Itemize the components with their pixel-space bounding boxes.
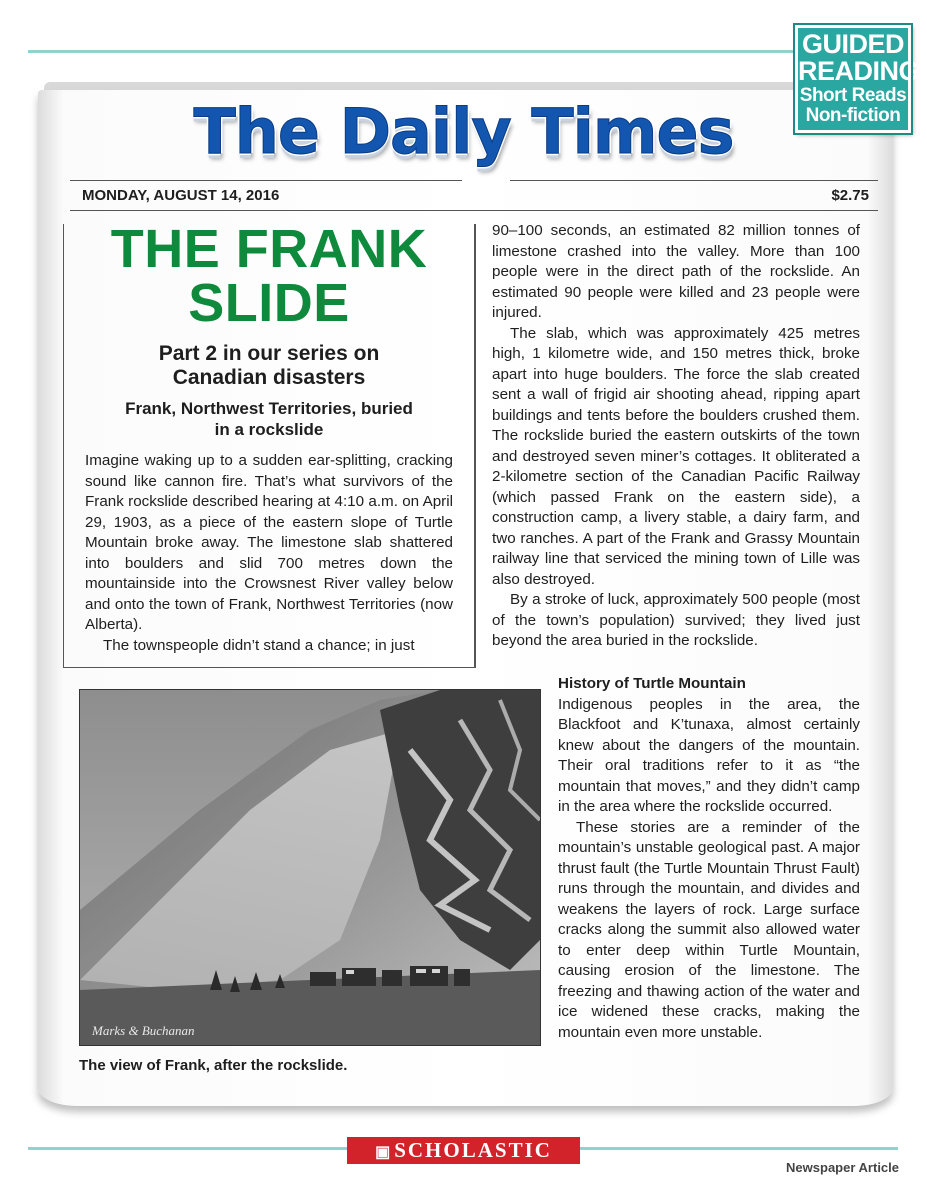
story-paragraph: 90–100 seconds, an estimated 82 million tonnes of limestone crashed into the valley. More than 100 people were in the direct path of the rockslide. An estimated 90 people were killed and 23 people were injured. [492, 222, 860, 321]
publisher-name: SCHOLASTIC [394, 1138, 552, 1162]
sidebar-paragraph: Indigenous peoples in the area, the Blackfoot and K’tunaxa, almost certainly knew about the dangers of the mountain. Their oral traditions refer to it as “the mountain that moves,” and they didn’t camp in the area where the rockslide occurred. [558, 695, 860, 815]
story-paragraph: Imagine waking up to a sudden ear-splitting, cracking sound like cannon fire. That’s what survivors of the Frank rockslide described hearing at 4:10 a.m. on April 29, 1903, as a piece of the eastern slope of Turtle Mountain broke away. The limestone slab shattered into boulders and slid 700 metres down the mountainside into the Crowsnest River valley below and onto the town of Frank, Northwest Territories (now Alberta). [85, 452, 453, 633]
article-deck [63, 342, 475, 390]
top-rule [28, 50, 818, 53]
subdeck-line-2: in a rockslide [214, 420, 324, 439]
deck-line-1: Part 2 in our series on [158, 342, 380, 365]
article-subdeck [63, 398, 475, 440]
sidebar-paragraph: These stories are a reminder of the mountain’s unstable geological past. A major thrust fault (the Turtle Mountain Thrust Fault) runs through the mountain, and divides and weakens the layers of rock. Large surface cracks along the summit also allowed water to enter deep within Turtle Mountain, causing erosion of the limestone. The freezing and thawing action of the water and ice widened these cracks, making the mountain even more unstable. [558, 818, 860, 1041]
book-icon: ▣ [375, 1144, 391, 1161]
badge-line-1: GUIDED [801, 29, 904, 59]
publisher-logo [347, 1137, 580, 1164]
story-paragraph: The townspeople didn’t stand a chance; in just [103, 636, 415, 654]
masthead-rule-left [70, 180, 462, 181]
issue-date: MONDAY, AUGUST 14, 2016 [82, 187, 280, 204]
badge-line-2: READING [798, 56, 920, 86]
headline-line-2: SLIDE [188, 273, 350, 333]
photo-watermark: Marks & Buchanan [92, 1023, 195, 1038]
story-paragraph: The slab, which was approximately 425 metres high, 1 kilometre wide, and 150 metres thick, broke apart into huge boulders. The force the slab created sent a wall of frigid air shooting ahead, ripping apart buildings and tents before the boulders crushed them. The rockslide buried the eastern outskirts of the town and destroyed seven miner’s cottages. It obliterated a 2-kilometre section of the Canadian Pacific Railway (which passed Frank on the eastern side), a construction camp, a livery stable, a dairy farm, and two ranches. A part of the Frank and Grassy Mountain railway line that serviced the mining town of Lille was also destroyed. [492, 324, 860, 588]
subdeck-line-1: Frank, Northwest Territories, buried [125, 399, 413, 418]
column-divider [475, 224, 476, 668]
story-paragraph: By a stroke of luck, approximately 500 people (most of the town’s population) survived; they lived just beyond the area buried in the rockslide. [492, 591, 860, 649]
badge-line-3: Short Reads [799, 85, 907, 106]
issue-price: $2.75 [831, 187, 869, 204]
badge-line-4: Non-fiction [805, 105, 901, 126]
sidebar-heading: History of Turtle Mountain [558, 675, 746, 692]
headline-line-1: THE FRANK [110, 219, 428, 279]
photo-caption: The view of Frank, after the rockslide. [79, 1057, 348, 1074]
rockslide-photo [79, 689, 541, 1046]
rockslide-photo-image [80, 690, 540, 1045]
article-headline [63, 219, 475, 333]
deck-line-2: Canadian disasters [172, 366, 366, 389]
story-left-column [85, 451, 453, 656]
document-type-label: Newspaper Article [786, 1160, 899, 1175]
story-right-column [492, 221, 860, 652]
dateline-rule [70, 210, 878, 211]
masthead-rule-right [510, 180, 878, 181]
newspaper-masthead: The Daily Times [193, 95, 734, 168]
sidebar-story [558, 674, 860, 1043]
